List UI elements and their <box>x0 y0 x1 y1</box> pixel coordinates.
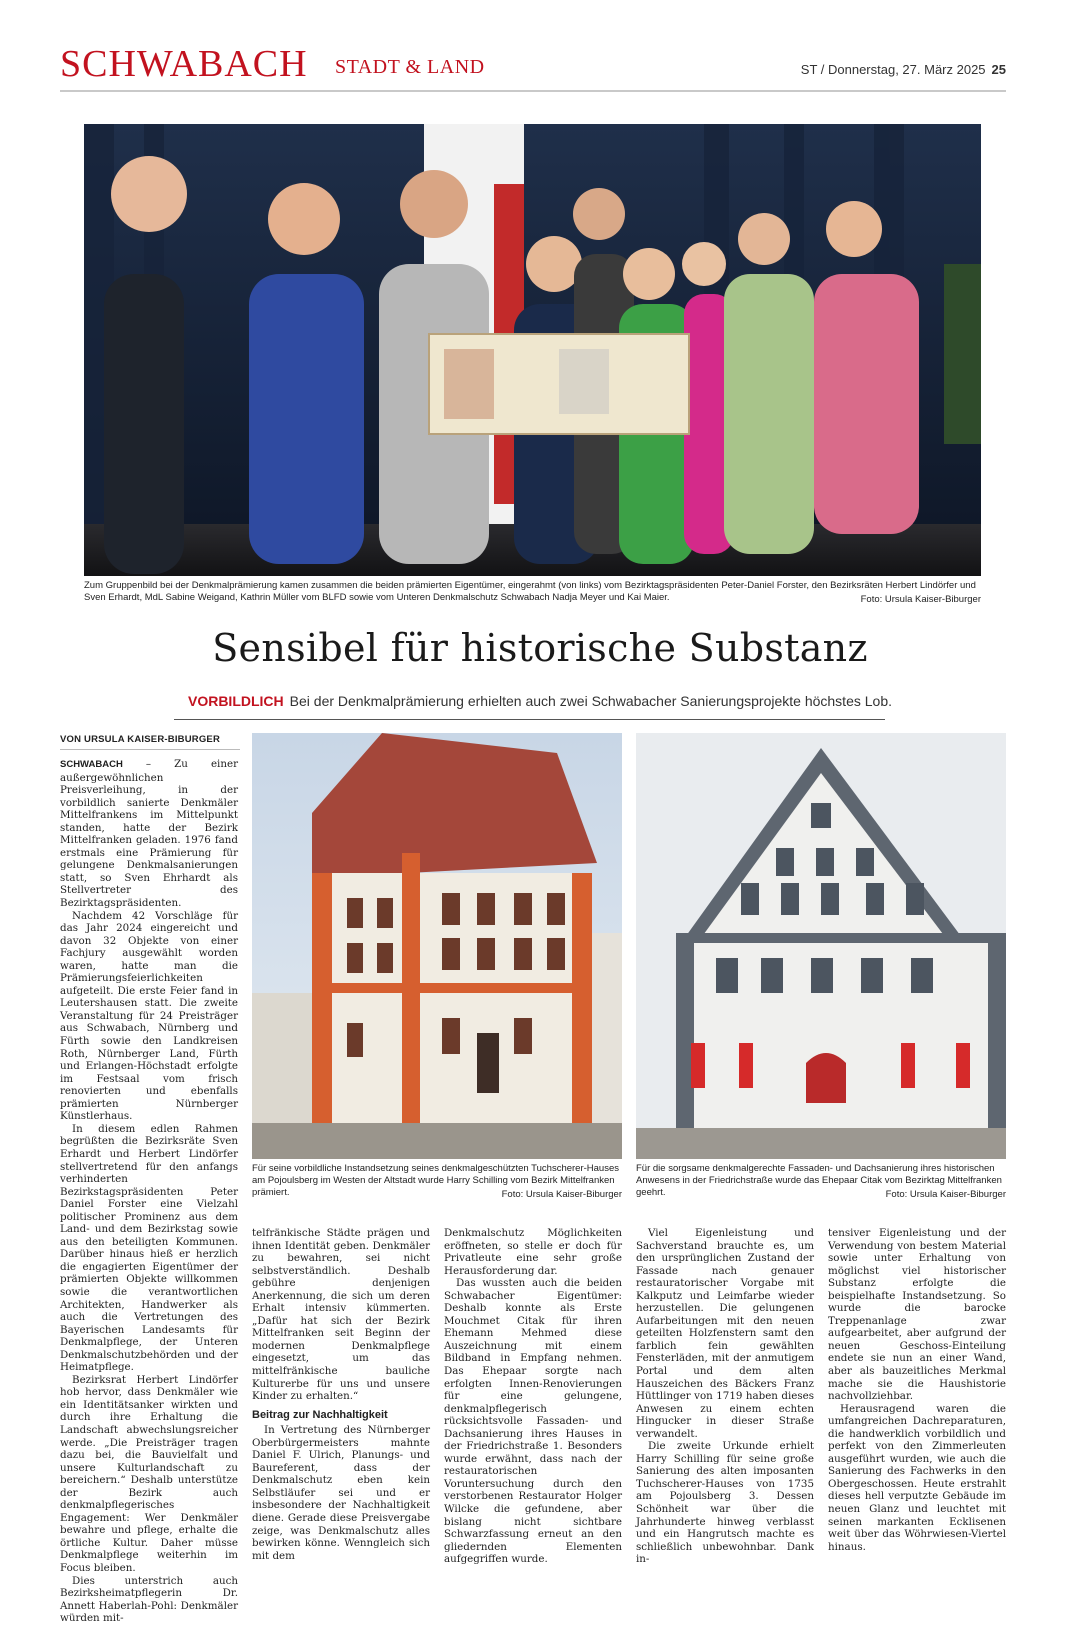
house-photo-tuchscherer <box>252 733 622 1159</box>
section-title: SCHWABACH <box>60 43 308 85</box>
masthead <box>60 38 1006 92</box>
article-headline: Sensibel für historische Substanz <box>212 626 868 670</box>
article-paragraph: Die zweite Urkunde erhielt Harry Schilling für seine große Sanierung des alten imposanten Tuchscherer-Hauses von 1735 am Pojoulsberg 3. Dessen Schönheit war über die Jahrhunderte hinweg verblasst und ein Hangrutsch machte es schließlich unbewohnbar. Dank in- <box>636 1440 814 1566</box>
article-paragraph: Viel Eigenleistung und Sachverstand brauchte es, um den ursprünglichen Zustand der Fassade nach genauer restauratorischer Vorgabe mit Kalkputz und Leimfarbe wieder herzustellen. Die gelungenen Aufarbeitungen mit den neuen geteilten Holzfenstern samt den farblich fein gewählten Fensterläden, mit der anmutigem Portal und dem alten Hauszeichen des Bäckers Franz Hüttlinger von 1719 haben dieses Anwesen zu einem echten Hingucker in dieser Straße verwandelt. <box>636 1227 814 1440</box>
article-paragraph: Nachdem 42 Vorschläge für das Jahr 2024 eingereicht und davon 32 Objekte von einer Fachjury ausgewählt worden waren, hatte man die Prämierungsfeierlichkeiten aufgeteilt. Die erste Feier fand in Leutershausen statt. Die zweite Veranstaltung für 24 Preisträger aus Schwabach, Nürnberg und Fürth sowie den Landkreisen Roth, Nürnberger Land, Fürth und Erlangen-Höchstadt erfolgte im Festsaal vom frisch renovierten und ebenfalls prämierten Nürnberger Künstlerhaus. <box>60 909 238 1123</box>
kicker-text: Bei der Denkmalprämierung erhielten auch zwei Schwabacher Sanierungsprojekte höchstes Lob. <box>289 693 892 709</box>
group-photo-caption <box>84 580 981 606</box>
article-kicker <box>0 693 1080 709</box>
article-paragraph: Bezirksrat Herbert Lindörfer hob hervor, dass Denkmäler wie ein Identitätsanker wirkten und durch ihre Erhaltung die Landschaft abwechslungsreicher werde. „Die Preisträger tragen dazu bei, die Bauvielfalt und unsere Kulturlandschaft zu bereichern.“ Deshalb unterstütze der Bezirk auch denkmalpflegerisches Engagement: Wer Denkmäler bewahre und pflege, erhalte die örtliche Kultur. Daher müsse Denkmalpflege weiterhin im Focus bleiben. <box>60 1373 238 1574</box>
house-photo-friedrichstrasse-caption <box>636 1163 1006 1201</box>
dateline-lead: SCHWABACH <box>60 759 123 770</box>
article-paragraph: Herausragend waren die umfangreichen Dachreparaturen, die handwerklich vorbildlich und perfekt von den Zimmerleuten ausgeführt wurden, wie auch die Sanierung des Fachwerks in den Obergeschossen. Heute erstrahlt dieses hell verputzte Gebäude im neuen Glanz und leuchtet mit seinen markanten Ecklisenen weit über das Wöhrwiesen-Viertel hinaus. <box>828 1402 1006 1553</box>
dateline <box>801 62 1006 77</box>
article-subheading: Beitrag zur Nachhaltigkeit <box>252 1408 388 1421</box>
house-photo-tuchscherer-credit: Foto: Ursula Kaiser-Biburger <box>501 1189 622 1200</box>
article-column-2 <box>252 1227 430 1562</box>
group-photo-credit: Foto: Ursula Kaiser-Biburger <box>860 594 981 605</box>
group-photo-image <box>84 124 981 576</box>
article-paragraph: Denkmalschutz Möglichkeiten eröffneten, so stelle er doch für Privatleute eine sehr große Herausforderung dar. <box>444 1227 622 1277</box>
article-paragraph: In Vertretung des Nürnberger Oberbürgermeisters mahnte Daniel F. Ulrich, Planungs- und Baureferent, dass der Denkmalschutz eben kein Selbstläufer sei und er insbesondere der Nachhaltigkeit diene. Gerade diese Preisvergabe zeige, was Denkmalschutz alles bewirken könne. Wenngleich sich mit dem <box>252 1424 430 1562</box>
page-number: 25 <box>991 62 1006 77</box>
kicker-divider <box>174 719 885 720</box>
house-photo-friedrichstrasse <box>636 733 1006 1159</box>
group-photo <box>84 124 981 576</box>
section-subtitle: STADT & LAND <box>335 56 485 78</box>
kicker-label: VORBILDLICH <box>187 693 284 709</box>
article-column-4 <box>636 1227 814 1566</box>
article-column-3 <box>444 1227 622 1566</box>
group-photo-caption-text: Zum Gruppenbild bei der Denkmalprämierung kamen zusammen die beiden prämierten Eigentümer, eingerahmt (von links) vom Bezirktagspräsidenten Peter-Daniel Forster, den Bezirksräten Herbert Lindörfer und Sven Erhardt, MdL Sabine Weigand, Kathrin Müller vom BLFD sowie vom Unteren Denkmalschutz Schwabach Nadja Meyer und Kai Maier. <box>84 580 976 603</box>
article-column-1 <box>60 758 238 1625</box>
article-paragraph: Dies unterstrich auch Bezirksheimatpflegerin Dr. Annett Haberlah-Pohl: Denkmäler würden mit- <box>60 1574 238 1625</box>
house-photo-tuchscherer-caption <box>252 1163 622 1201</box>
house-photo-friedrichstrasse-credit: Foto: Ursula Kaiser-Biburger <box>885 1189 1006 1200</box>
house-photo-friedrichstrasse-caption-text: Für die sorgsame denkmalgerechte Fassaden- und Dachsanierung ihres historischen Anwesens in der Friedrichstraße wurde das Ehepaar Citak vom Bezirktag Mittelfranken geehrt. <box>636 1163 1002 1198</box>
article-paragraph: telfränkische Städte prägen und ihnen Identität geben. Denkmäler zu bewahren, sei nicht selbstverständlich. Deshalb gebühre denjenigen Anerkennung, die sich um deren Erhalt intensiv kümmerten. „Dafür hat sich der Bezirk Mittelfranken seit Beginn der modernen Denkmalpflege eingesetzt, um das mittelfränkische bauliche Kulturerbe für uns und unsere Kinder zu erhalten.“ <box>252 1227 430 1403</box>
house-photo-tuchscherer-image <box>252 733 622 1159</box>
article-paragraph: Das wussten auch die beiden Schwabacher Eigentümer: Deshalb konnte als Erste Mouchmet Citak für ihren Ehemann Mehmed diese Auszeichnung mit einem Bildband in Empfang nehmen. Das Ehepaar sorgte nach erfolgten Innen-Renovierungen für eine gelungene, denkmalpflegerisch rücksichtsvolle Fassaden- und Dachsanierung ihres Hauses in der Friedrichstraße 1. Besonders wurde erwähnt, dass nach der restauratorischen Voruntersuchung durch den verstorbenen Restaurator Holger Wilcke die gefundene, aber bislang nicht sichtbare Schwarzfassung erneut an den gliedernden Elementen aufgegriffen wurde. <box>444 1277 622 1566</box>
article-paragraph: SCHWABACH – Zu einer außergewöhnlichen Preisverleihung, in der vorbildlich sanierte Denkmäler Mittelfrankens im Mittelpunkt standen, hatte der Bezirk Mittelfranken geladen. 1976 fand erstmals eine Prämierung für gelungene Denkmalsanierungen statt, so Sven Ehrhardt als Stellvertreter des Bezirktagspräsidenten. <box>60 758 238 910</box>
byline: VON URSULA KAISER-BIBURGER <box>60 734 221 745</box>
byline-divider <box>60 749 240 750</box>
house-photo-friedrichstrasse-image <box>636 733 1006 1159</box>
house-photo-tuchscherer-caption-text: Für seine vorbildliche Instandsetzung seines denkmalgeschützten Tuchscherer-Hauses am Pojoulsberg im Westen der Altstadt wurde Harry Schilling vom Bezirk Mittelfranken prämiert. <box>252 1163 620 1198</box>
issue-date: ST / Donnerstag, 27. März 2025 <box>800 62 986 77</box>
article-column-5 <box>828 1227 1006 1553</box>
article-paragraph: tensiver Eigenleistung und der Verwendung von bestem Material sowie unter Erhaltung von möglichst viel historischer Substanz erfolgte die beispielhafte Instandsetzung. So wurde die barocke Treppenanlage zwar aufgearbeitet, aber aufgrund der neuen Geschoss-Einteilung endete sie nun an einer Wand, aber als bauzeitliches Merkmal mache sie die Haushistorie nachvollziehbar. <box>828 1227 1006 1403</box>
article-paragraph: In diesem edlen Rahmen begrüßten die Bezirksräte Sven Erhardt und Herbert Lindörfer stellvertretend für den anfangs verhinderten Bezirkstagspräsidenten Peter Daniel Forster eine Vielzahl politischer Prominenz aus dem Land- und dem Bezirkstag sowie aus den beteiligten Kommunen. Darüber hinaus hieß er herzlich die engagierten Eigentümer der prämierten Objekte willkommen sowie die verantwortlichen Architekten, Handwerker als auch die Vertretungen des Bayerischen Landesamts für Denkmalpflege, der Unteren Denkmalschutzbehörden und der Heimatpflege. <box>60 1122 238 1374</box>
